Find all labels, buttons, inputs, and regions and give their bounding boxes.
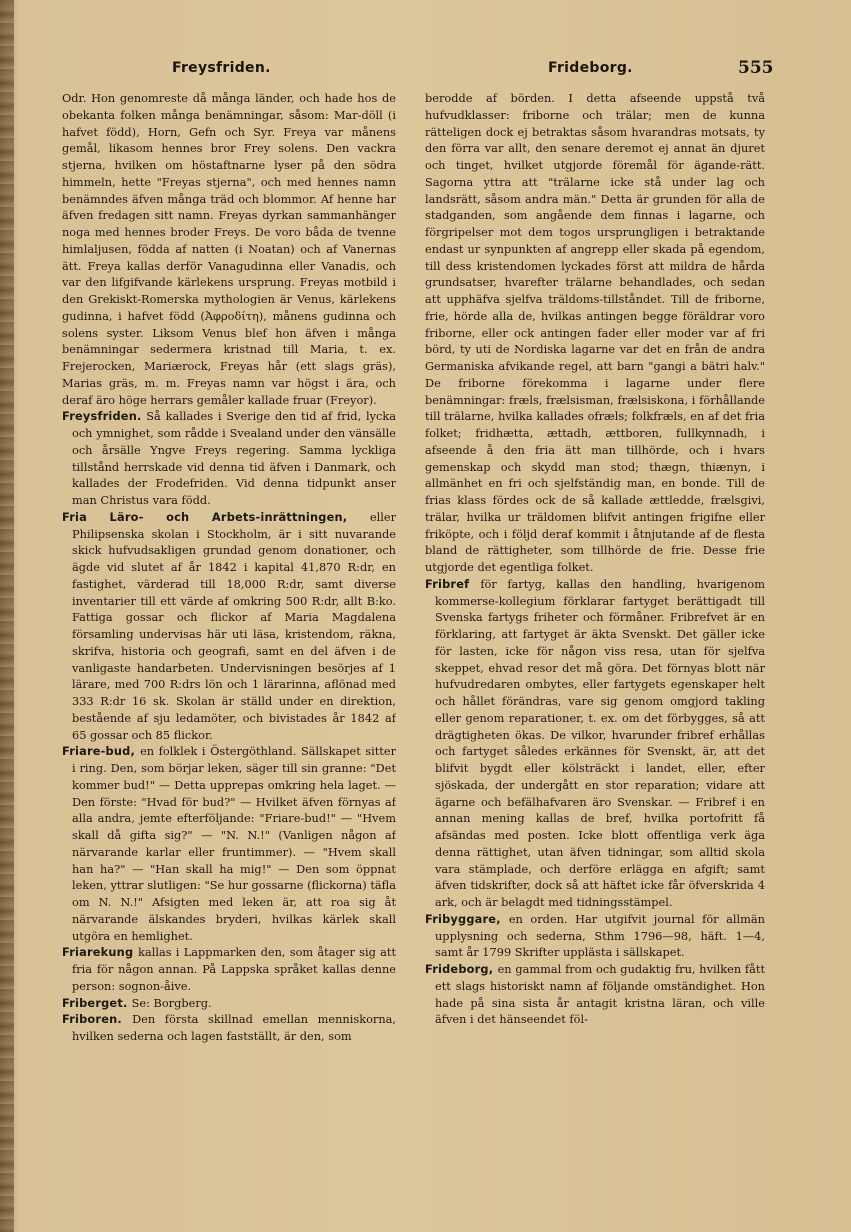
right-text-column	[425, 90, 765, 1148]
entry-text: en orden. Har utgifvit journal för allmän upplysning och sederna, Sthm 1796—98, häft. 1—4, samt år 1799 Skrifter upplästa i sällskapet.	[435, 911, 765, 960]
dictionary-entry	[62, 509, 396, 744]
entry-headword: Freysfriden.	[62, 409, 142, 424]
entry-headword: Frideborg,	[425, 962, 498, 976]
header-left-title: Freysfriden.	[172, 60, 271, 76]
entry-text: kallas i Lappmarken den, som åtager sig att fria för någon annan. På Lappska språket kallas denne person: sognon-åive.	[72, 945, 396, 993]
dictionary-entry	[425, 961, 765, 1028]
entry-text: Så kallades i Sverige den tid af frid, lycka och ymnighet, som rådde i Svealand under den vänsälle och årsälle Yngve Freys regering. Samma lyckliga tillstånd herrskade vid denna tid äfven i Danmark, och kallades der Frodefriden. Vid denna tidpunkt anser man Christus vara född.	[72, 409, 396, 507]
dictionary-entry	[62, 408, 396, 509]
dictionary-entry	[425, 576, 765, 911]
dictionary-entry	[425, 911, 765, 961]
entry-headword: Friare-bud,	[62, 744, 141, 759]
dictionary-entry	[62, 1011, 396, 1045]
entry-headword: Friarekung	[62, 945, 139, 960]
dictionary-entry	[62, 995, 396, 1012]
continuation-paragraph: berodde af börden. I detta afseende uppstå två hufvudklasser: friborne och trälar; men de kunna rätteligen dock ej betraktas såsom hvarandras motsats, ty den förra var allt, den senare deremot ej annat än djuret och tinget, hvilket utgjorde föremål för ägande-rätt. Sagorna yttra att "trälarne icke stå under lag och landsrätt, såsom andra män." Detta är grunden för alla de stadganden, som angående dem finnas i lagarne, och förgripelser mot dem togos ursprungligen i betraktande endast ur synpunkten af angrepp eller skada på egendom, till dess kristendomen lyckades först att mildra de hårda grundsatser, hvarefter trälarne behandlades, och sedan att upphäfva sjelfva träldoms-tillståndet. Till de friborne, frie, hörde alla de, hvilkas antingen begge föräldrar voro friborne, eller ock antingen fader eller moder var af fri börd, ty uti de Nordiska lagarne var det en från de andra Germaniska afvikande regel, att barn "gangi a bätri halv." De friborne förekomma i lagarne under flere benämningar: fræls, frælsisman, frælsiskona, i förhållande till trälarne, hvilka kallades ofræls; folkfræls, en af det fria folket; fridhætta, ættadh, ættboren, fullkynnadh, i afseende å den fria ätt man tillhörde, och i hvars gemenskap och skydd man stod; thægn, thiænyn, i allmänhet en fri och sjelfständig man, en bonde. Till de frias klass fördes ock de så kallade ættleddе, frælsgivi, trälar, hvilka ur träldomen blifvit antingen frigifne eller friköpte, och i följd deraf kommit i åtnjutande af de flesta bland de rättigheter, som tillhörde de frie. Desse frie utgjorde det egentliga folket.	[425, 91, 765, 574]
entry-text: för fartyg, kallas den handling, hvarigenom kommerse-kollegium förklarar fartyget berättigadt till Svenska fartygs friheter och förmåner. Fribrefvet är en förklaring, att fartyget är äkta Svenskt. Det gäller icke för lasten, icke för någon viss resa, utan för sjelfva skeppet, ehvad resor det må göra. Det förnyas blott när hufvudredaren ombytes, eller fartygets egenskaper helt och hållet förändras, vare sig genom omgjord takling eller genom reparationer, t. ex. om det förbygges, så att drägtigheten ökas. De vilkor, hvarunder fribref erhållas och fartyget således erkännes för Svenskt, är, att det blifvit bygdt eller kölsträckt i landet, eller, efter sjöskada, der undergått en stor reparation; vidare att ägarne och befälhafvaren äro Svenskar. — Fribref i en annan mening kallas de bref, hvilka portofritt få afsändas med posten. Icke blott offentliga verk äga denna rättighet, utan äfven tidningar, som alltid skola vara stämplade, och derföre erlägga en afgift; samt äfven tidskrifter, dock så att häftet icke får öfverskrida 4 ark, och är belagdt med tidningsstämpel.	[435, 576, 765, 909]
entry-text: en gammal from och gudaktig fru, hvilken fått ett slags historiskt namn af följande omständighet. Hon hade på sina sista år antagit kristna läran, och ville äfven i det hänseendet föl-	[435, 962, 765, 1027]
dictionary-entry	[62, 944, 396, 994]
dictionary-entry	[62, 743, 396, 944]
entry-headword: Fribyggare,	[425, 911, 509, 926]
page-number: 555	[738, 58, 774, 78]
entry-text: eller Philipsenska skolan i Stockholm, är i sitt nuvarande skick hufvudsakligen grundad genom donationer, och ägde vid slutet af år 1842 i kapital 41,870 R:dr, en fastighet, värderad till 18,000 R:dr, samt diverse inventarier till ett värde af omkring 500 R:dr, allt B:ko. Fattiga gossar och flickor af Maria Magdalena församling undervisas här uti läsa, kristendom, räkna, skrifva, historia och geografi, samt en del äfven i de vanligaste handarbeten. Undervisningen besörjes af 1 lärare, med 700 R:drs lön och 1 lärarinna, aflönad med 333 R:dr 16 sk. Skolan är ställd under en direktion, bestående af sju ledamöter, och bivistades år 1842 af 65 gossar och 85 flickor.	[72, 509, 396, 742]
entry-text: Se: Borgberg.	[131, 995, 212, 1010]
header-right-title: Frideborg.	[548, 60, 633, 76]
continuation-paragraph: Odr. Hon genomreste då många länder, och hade hos de obekanta folken många benämningar, såsom: Mar-döll (i hafvet född), Horn, Gefn och Syr. Freya var månens gemål, likasom hennes bror Frey solens. Den vackra stjerna, hvilken om höstaftnarne lyser på den södra himmeln, hette "Freyas stjerna", och med hennes namn benämndes äfven många träd och blommor. Af henne har äfven fredagen sitt namn. Freyas dyrkan sammanhänger noga med hennes broder Freys. De voro båda de tvenne himlaljusen, födda af natten (i Noatan) och af Vanernas ätt. Freya kallas derför Vanagudinna eller Vanadis, och var den lifgifvande kärlekens ursprung. Freyas motbild i den Grekiskt-Romerska mythologien är Venus, kärlekens gudinna, i hafvet född (Ἀφροδίτη), månens gudinna och solens syster. Liksom Venus blef hon äfven i många benämningar sedermera kristnad till Maria, t. ex. Frejerocken, Mariærock, Freyas hår (ett slags gräs), Marias gräs, m. m. Freyas namn var högst i ära, och deraf äro höge herrars gemåler kallade fruar (Freyor).	[62, 91, 396, 407]
running-header	[0, 56, 851, 84]
entry-headword: Friberget.	[62, 995, 132, 1010]
left-text-column	[62, 90, 396, 1148]
page-gutter-edge	[0, 0, 14, 1232]
entry-headword: Fria Läro- och Arbets-inrättningen,	[62, 509, 370, 524]
entry-headword: Fribref	[425, 576, 481, 591]
entry-text: Den första skillnad emellan menniskorna, hvilken sederna och lagen fastställt, är den, som	[72, 1012, 396, 1043]
entry-headword: Friboren.	[62, 1012, 133, 1027]
entry-text: en folklek i Östergöthland. Sällskapet sitter i ring. Den, som börjar leken, säger till sin granne: "Det kommer bud!" — Detta upprepas omkring hela laget. — Den förste: "Hvad för bud?" — Hvilket äfven förnyas af alla andra, jemte efterföljande: "Friare-bud!" — "Hvem skall då gifta sig?" — "N. N.!" (Vanligen någon af närvarande karlar eller fruntimmer). — "Hvem skall han ha?" — "Han skall ha mig!" — Den som öppnat leken, yttrar slutligen: "Se hur gossarne (flickorna) täfla om N. N.!" Afsigten med leken är, att roa sig åt närvarande älskandes bryderi, hvilkas kärlek skall utgöra en hemlighet.	[72, 744, 396, 943]
